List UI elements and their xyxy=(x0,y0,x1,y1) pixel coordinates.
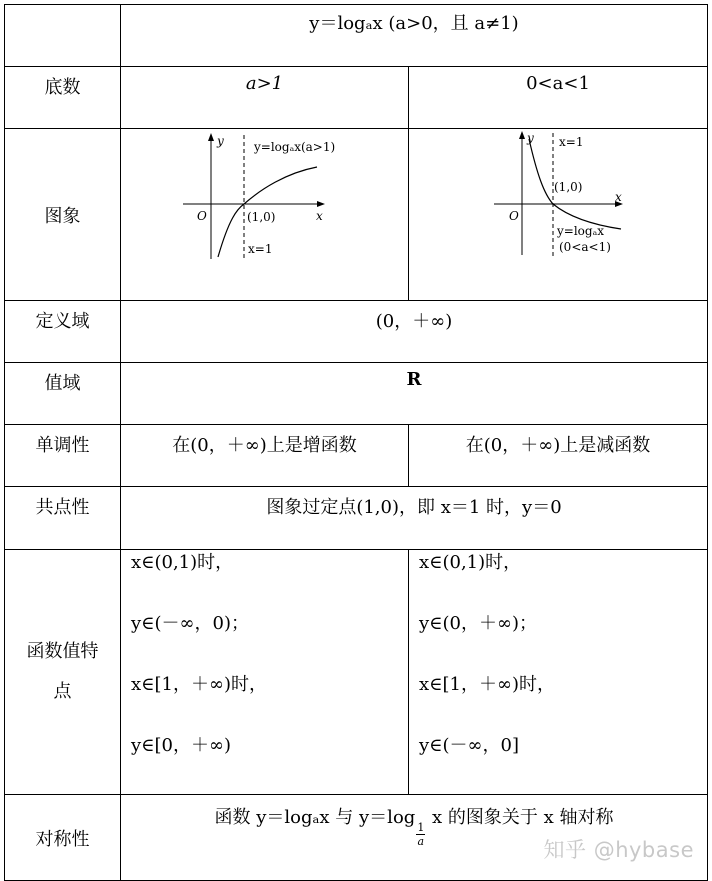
graph-left-cell xyxy=(121,129,409,301)
graph-right-cell xyxy=(409,129,708,301)
log-function-properties-table xyxy=(4,4,708,881)
values-right-line: x∈(0,1)时， xyxy=(419,552,522,573)
values-right-cell xyxy=(409,550,708,795)
symmetry-label: 对称性 xyxy=(35,828,90,850)
graph-right-curve-label-1: y=logₐx xyxy=(557,224,604,238)
domain-value: (0，＋∞) xyxy=(375,311,453,332)
symmetry-label-cell xyxy=(5,795,121,881)
values-label-line2: 点 xyxy=(53,681,72,702)
values-right-line: x∈[1，＋∞)时， xyxy=(419,674,555,695)
symmetry-fraction xyxy=(416,821,425,848)
monotonic-left-cell xyxy=(121,425,409,487)
base-label: 底数 xyxy=(44,77,81,98)
graph-left-line-label: x=1 xyxy=(248,242,273,256)
graph-left-x-axis-label: x xyxy=(316,209,323,223)
base-label-cell xyxy=(5,67,121,129)
graph-right-y-axis-label: y xyxy=(527,131,534,145)
common-point-label: 共点性 xyxy=(35,497,90,518)
graph-label: 图象 xyxy=(44,205,81,227)
graph-left-origin-label: O xyxy=(197,209,207,223)
symmetry-fraction-denominator: a xyxy=(417,835,425,848)
base-right: 0<a<1 xyxy=(526,73,590,94)
monotonic-label: 单调性 xyxy=(35,435,90,456)
common-point-value-cell xyxy=(121,487,708,550)
monotonic-left: 在(0，＋∞)上是增函数 xyxy=(172,435,357,456)
values-left-line: y∈(－∞，0)； xyxy=(131,613,249,634)
values-right-line: y∈(－∞，0] xyxy=(419,735,519,756)
graph-right-origin-label: O xyxy=(509,209,519,223)
graph-right-point-label: (1,0) xyxy=(554,180,583,194)
common-point-value: 图象过定点(1,0)，即 x＝1 时，y＝0 xyxy=(266,497,562,518)
watermark: 知乎 @hybase xyxy=(543,838,694,862)
header-empty-cell xyxy=(5,5,121,67)
graph-a-less-1 xyxy=(409,129,708,295)
domain-label: 定义域 xyxy=(35,311,90,332)
values-label-cell xyxy=(5,550,121,795)
values-left-cell xyxy=(121,550,409,795)
domain-label-cell xyxy=(5,301,121,363)
graph-left-y-axis-label: y xyxy=(217,134,224,148)
range-label-cell xyxy=(5,363,121,425)
graph-left-curve-label: y=logₐx(a>1) xyxy=(254,140,336,154)
domain-value-cell xyxy=(121,301,708,363)
values-left-line: y∈[0，＋∞) xyxy=(131,735,231,756)
values-label-line1: 函数值特 xyxy=(26,641,99,662)
monotonic-label-cell xyxy=(5,425,121,487)
common-point-label-cell xyxy=(5,487,121,550)
values-left-line: x∈[1，＋∞)时， xyxy=(131,674,267,695)
symmetry-fraction-numerator: 1 xyxy=(417,821,425,834)
range-label: 值域 xyxy=(44,373,81,394)
header-formula: y＝logₐx (a>0，且 a≠1) xyxy=(309,13,519,34)
graph-right-curve-label-2: (0<a<1) xyxy=(559,240,611,254)
graph-right-x-axis-label: x xyxy=(615,190,622,204)
graph-a-greater-1 xyxy=(121,129,409,295)
range-value-cell xyxy=(121,363,708,425)
base-left-cell xyxy=(121,67,409,129)
monotonic-right: 在(0，＋∞)上是减函数 xyxy=(465,435,651,456)
graph-right-line-label: x=1 xyxy=(559,135,584,149)
symmetry-text-a: 函数 y＝logₐx 与 y＝log xyxy=(214,807,416,828)
values-right-line: y∈(0，＋∞)； xyxy=(419,613,537,634)
graph-label-cell xyxy=(5,129,121,301)
values-left-line: x∈(0,1)时， xyxy=(131,552,234,573)
header-formula-cell xyxy=(121,5,708,67)
graph-left-point-label: (1,0) xyxy=(247,210,276,224)
range-value: R xyxy=(406,369,422,390)
base-right-cell xyxy=(409,67,708,129)
base-left: a>1 xyxy=(245,73,284,94)
monotonic-right-cell xyxy=(409,425,708,487)
symmetry-text-b: x 的图象关于 x 轴对称 xyxy=(426,807,614,828)
